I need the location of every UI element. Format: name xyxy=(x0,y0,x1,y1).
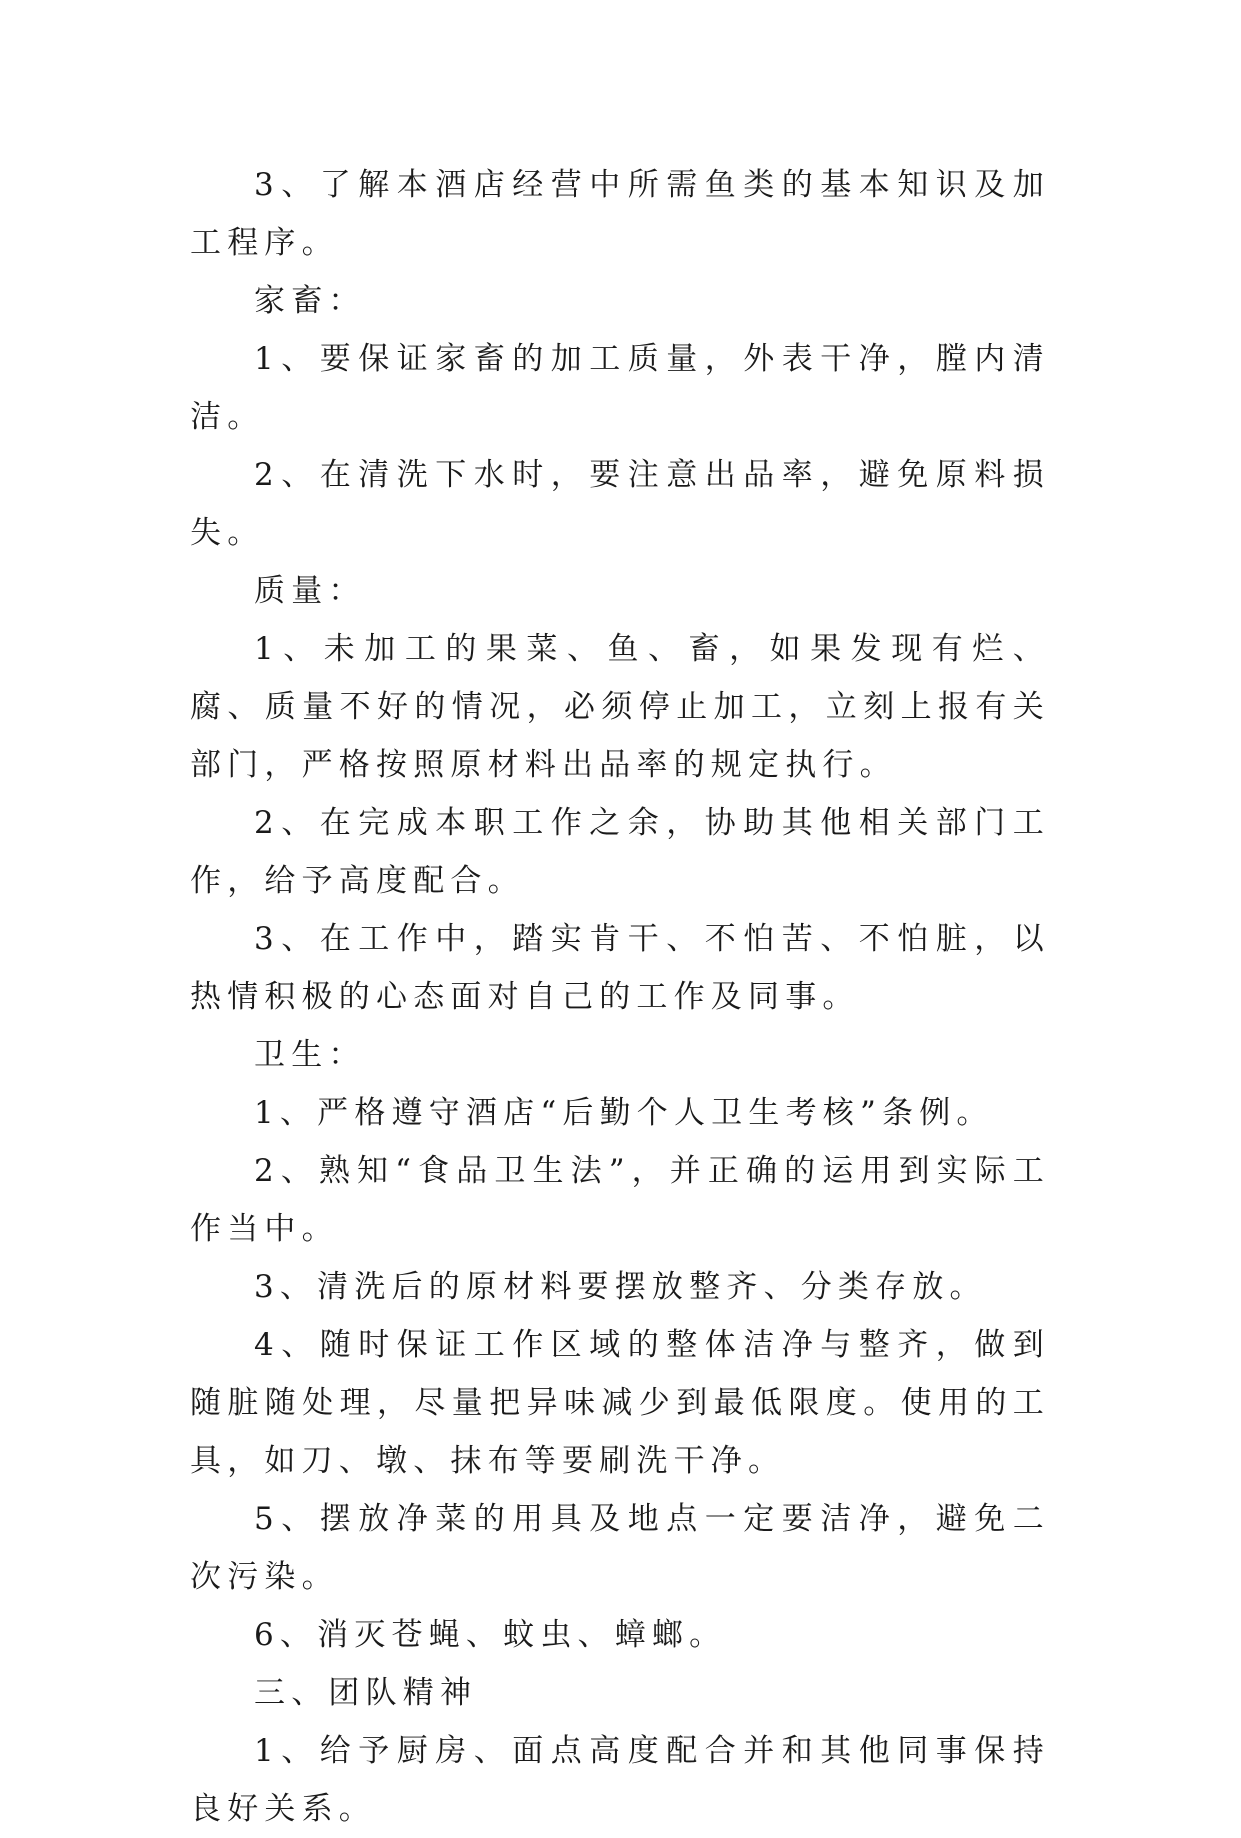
paragraph-quality-3: 3、在工作中，踏实肯干、不怕苦、不怕脏，以热情积极的心态面对自己的工作及同事。 xyxy=(190,921,1050,1015)
paragraph-hygiene-2: 2、熟知“食品卫生法”，并正确的运用到实际工作当中。 xyxy=(190,1153,1050,1247)
paragraph-hygiene-4: 4、随时保证工作区域的整体洁净与整齐，做到随脏随处理，尽量把异味减少到最低限度。使用的工具，如刀、墩、抹布等要刷洗干净。 xyxy=(190,1327,1050,1479)
heading-hygiene: 卫生： xyxy=(254,1037,366,1073)
paragraph-livestock-2: 2、在清洗下水时，要注意出品率，避免原料损失。 xyxy=(190,457,1050,551)
paragraph-livestock-1: 1、要保证家畜的加工质量，外表干净，膛内清洁。 xyxy=(190,341,1050,435)
paragraph-quality-1: 1、未加工的果菜、鱼、畜，如果发现有烂、腐、质量不好的情况，必须停止加工，立刻上报有关部门，严格按照原材料出品率的规定执行。 xyxy=(190,631,1050,783)
heading-livestock: 家畜： xyxy=(254,283,366,319)
paragraph-team-1: 1、给予厨房、面点高度配合并和其他同事保持良好关系。 xyxy=(190,1733,1050,1827)
paragraph-hygiene-5: 5、摆放净菜的用具及地点一定要洁净，避免二次污染。 xyxy=(190,1501,1050,1595)
paragraph-hygiene-3: 3、清洗后的原材料要摆放整齐、分类存放。 xyxy=(254,1269,987,1305)
paragraph-quality-2: 2、在完成本职工作之余，协助其他相关部门工作，给予高度配合。 xyxy=(190,805,1050,899)
heading-team-spirit: 三、团队精神 xyxy=(254,1675,478,1711)
document-body xyxy=(190,156,1050,1838)
paragraph-hygiene-1: 1、严格遵守酒店“后勤个人卫生考核”条例。 xyxy=(254,1095,994,1131)
heading-quality: 质量： xyxy=(254,573,366,609)
paragraph-fish-3: 3、了解本酒店经营中所需鱼类的基本知识及加工程序。 xyxy=(190,167,1050,261)
paragraph-hygiene-6: 6、消灭苍蝇、蚊虫、蟑螂。 xyxy=(254,1617,727,1653)
